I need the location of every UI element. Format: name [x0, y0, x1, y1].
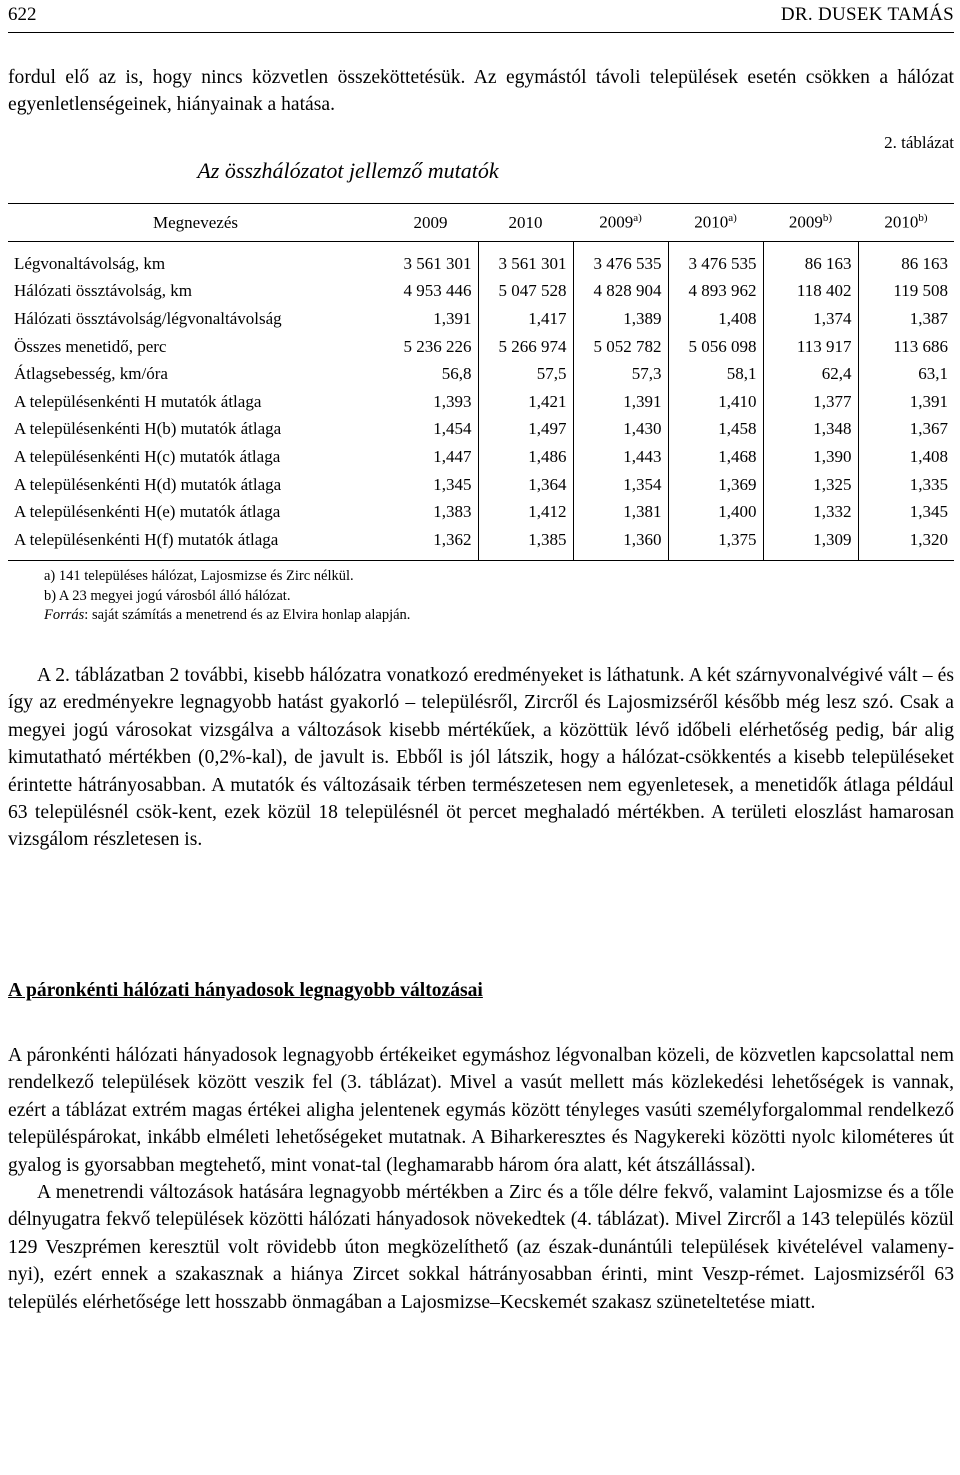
row-label: A településenkénti H(c) mutatók átlaga	[14, 446, 281, 466]
row-value: 1,385	[478, 526, 573, 560]
row-value: 1,412	[478, 498, 573, 526]
row-value: 1,391	[909, 391, 948, 411]
row-label: A településenkénti H mutatók átlaga	[14, 391, 262, 411]
table-row	[8, 278, 954, 306]
row-value: 3 561 301	[383, 242, 478, 278]
row-value: 1,458	[668, 416, 763, 444]
row-value: 113 686	[893, 336, 948, 356]
row-value: 1,345	[909, 502, 948, 522]
row-value: 1,362	[383, 526, 478, 560]
row-value: 1,360	[573, 526, 668, 560]
source-text: : saját számítás a menetrend és az Elvira honlap alapján.	[84, 607, 411, 624]
row-value: 1,391	[383, 305, 478, 333]
row-value: 56,8	[383, 360, 478, 388]
header-2010a: 2010$^{a)}$	[668, 204, 763, 242]
row-label: Hálózati össztávolság/légvonaltávolság	[14, 308, 282, 328]
intro-text: fordul elő az is, hogy nincs közvetlen összeköttetésük. Az egymástól távoli települések esetén csökken a hálózat egyenletlenségeinek, hiányainak a hatása.	[8, 67, 954, 116]
table-row	[8, 242, 954, 278]
row-value: 1,374	[763, 305, 858, 333]
row-value: 63,1	[918, 364, 948, 384]
row-label: A településenkénti H(e) mutatók átlaga	[14, 502, 281, 522]
row-value: 1,486	[478, 443, 573, 471]
row-value: 1,367	[909, 419, 948, 439]
row-value: 58,1	[668, 360, 763, 388]
row-value: 1,387	[909, 308, 948, 328]
row-value: 1,393	[383, 388, 478, 416]
row-value: 1,447	[383, 443, 478, 471]
row-value: 1,390	[763, 443, 858, 471]
row-label: Hálózati össztávolság, km	[14, 281, 192, 301]
row-value: 1,309	[763, 526, 858, 560]
row-value: 1,375	[668, 526, 763, 560]
row-value: 1,430	[573, 416, 668, 444]
page-number: 622	[8, 4, 37, 25]
row-value: 4 828 904	[573, 278, 668, 306]
row-value: 1,369	[668, 471, 763, 499]
table-header-row	[8, 204, 954, 242]
row-value: 1,377	[763, 388, 858, 416]
note-a: a) 141 településes hálózat, Lajosmizse és Zirc nélkül.	[44, 568, 354, 584]
row-value: 3 476 535	[668, 242, 763, 278]
row-value: 1,417	[478, 305, 573, 333]
note-b: b) A 23 megyei jogú városból álló hálózat.	[44, 587, 291, 604]
row-value: 1,332	[763, 498, 858, 526]
row-label: Átlagsebesség, km/óra	[14, 364, 168, 384]
table-title: Az összhálózatot jellemző mutatók	[197, 158, 499, 183]
table-notes	[44, 567, 410, 626]
table-row	[8, 305, 954, 333]
row-value: 1,381	[573, 498, 668, 526]
table-body	[8, 242, 954, 561]
table-row	[8, 360, 954, 388]
table-row	[8, 416, 954, 444]
row-value: 1,345	[383, 471, 478, 499]
section-body	[8, 1042, 954, 1316]
table-row	[8, 498, 954, 526]
running-header	[8, 4, 954, 33]
row-label: Összes menetidő, perc	[14, 336, 167, 356]
row-value: 1,408	[909, 446, 948, 466]
row-value: 1,410	[668, 388, 763, 416]
row-value: 1,335	[909, 474, 948, 494]
row-value: 1,383	[383, 498, 478, 526]
row-value: 1,389	[573, 305, 668, 333]
header-2009a: 2009$^{a)}$	[573, 204, 668, 242]
row-label: Légvonaltávolság, km	[14, 253, 166, 273]
row-value: 3 561 301	[478, 242, 573, 278]
row-value: 86 163	[901, 253, 948, 273]
row-label: A településenkénti H(f) mutatók átlaga	[8, 526, 383, 560]
row-value: 1,421	[478, 388, 573, 416]
row-value: 57,5	[478, 360, 573, 388]
row-value: 1,325	[763, 471, 858, 499]
source-label: Forrás	[44, 607, 85, 624]
header-name: Megnevezés	[8, 204, 383, 242]
row-value: 1,497	[478, 416, 573, 444]
table-row	[8, 471, 954, 499]
table-number-label: 2. táblázat	[884, 133, 954, 152]
row-value: 62,4	[763, 360, 858, 388]
row-value: 118 402	[763, 278, 858, 306]
paragraph-1: A 2. táblázatban 2 további, kisebb hálózatra vonatkozó eredményeket is láthatunk. A két szárnyvonalvégivé vált – és így az eredményekre legnagyobb hatást gyakorló – településről, Zircről és Lajosmizséről később még lesz szó. Csak a megyei jogú városokat vizsgálva a változások kisebb mértékűek, a közöttük lévő időbeli elérhetőség pedig, bár alig kimutatható mértékben (0,2%-kal), de javult is. Ebből is jól látszik, hogy a hálózat-csökkentés a kisebb településeket érintette hátrányosabban. A mutatók és változásaik térben természetesen nem egyenletesek, a menetidők átlaga például 63 településnél csök-kent, ezek közül 18 településnél öt percet meghaladó mértékben. A területi eloszlást hamarosan vizsgálom részletesen is.	[8, 665, 954, 851]
row-value: 5 052 782	[573, 333, 668, 361]
indicator-table	[8, 203, 954, 561]
table-row	[8, 388, 954, 416]
paragraph-table-discussion	[8, 662, 954, 854]
section-heading: A páronkénti hálózati hányadosok legnagyobb változásai	[8, 980, 483, 1001]
row-value: 1,364	[478, 471, 573, 499]
intro-paragraph	[8, 64, 954, 119]
table-row	[8, 443, 954, 471]
running-author: DR. DUSEK TAMÁS	[780, 4, 954, 25]
row-value: 1,391	[573, 388, 668, 416]
row-value: 1,400	[668, 498, 763, 526]
row-value: 119 508	[893, 281, 948, 301]
row-value: 113 917	[763, 333, 858, 361]
row-value: 5 236 226	[383, 333, 478, 361]
row-value: 1,320	[858, 526, 954, 560]
note-source	[44, 606, 410, 626]
row-value: 1,468	[668, 443, 763, 471]
row-value: 4 893 962	[668, 278, 763, 306]
paragraph-2: A páronkénti hálózati hányadosok legnagyobb értékeiket egymáshoz légvonalban közeli, de közvetlen kapcsolattal nem rendelkező települések között veszik fel (3. táblázat). Mivel a vasút mellett más közlekedési lehetőségek is vannak, ezért a táblázat extrém magas értékei aligha jelentenek egymás között tényleges vasúti személyforgalommal rendelkező településpárokat, inkább elméleti lehetőségeket mutatnak. A Biharkeresztes és Nagykereki közötti nyolc kilométeres út gyalog is gyorsabban megtehető, mint vonat-tal (leghamarabb három óra alatt, két átszállással).	[8, 1045, 954, 1176]
paragraph-3: A menetrendi változások hatására legnagyobb mértékben a Zirc és a tőle délre fekvő, valamint Lajosmizse és a tőle délnyugatra fekvő települések közötti hálózati hányadosok növekedtek (4. táblázat). Mivel Zircről a 143 település közül 129 Veszprémen keresztül volt rövidebb úton megközelíthető (az észak-dunántúli települések kivételével valameny-nyi), ezért ennek a szakasznak a hiánya Zircet sokkal hátrányosabban érinti, mint Veszp-rémet. Lajosmizséről 63 település elérhetősége lett hosszabb önmagában a Lajosmizse–Kecskemét szakasz szüneteltetése miatt.	[8, 1182, 954, 1313]
row-label: A településenkénti H(b) mutatók átlaga	[14, 419, 282, 439]
table-row	[8, 526, 954, 560]
row-value: 1,354	[573, 471, 668, 499]
row-value: 1,348	[763, 416, 858, 444]
header-2010: 2010	[478, 204, 573, 242]
table-row	[8, 333, 954, 361]
header-2010b: 2010$^{b)}$	[858, 204, 954, 242]
row-value: 86 163	[763, 242, 858, 278]
row-value: 1,408	[668, 305, 763, 333]
row-value: 3 476 535	[573, 242, 668, 278]
row-value: 1,454	[383, 416, 478, 444]
row-value: 5 056 098	[668, 333, 763, 361]
row-value: 5 047 528	[478, 278, 573, 306]
header-2009b: 2009$^{b)}$	[763, 204, 858, 242]
row-value: 57,3	[573, 360, 668, 388]
row-value: 4 953 446	[383, 278, 478, 306]
row-value: 1,443	[573, 443, 668, 471]
header-2009: 2009	[383, 204, 478, 242]
row-label: A településenkénti H(d) mutatók átlaga	[14, 474, 282, 494]
row-value: 5 266 974	[478, 333, 573, 361]
